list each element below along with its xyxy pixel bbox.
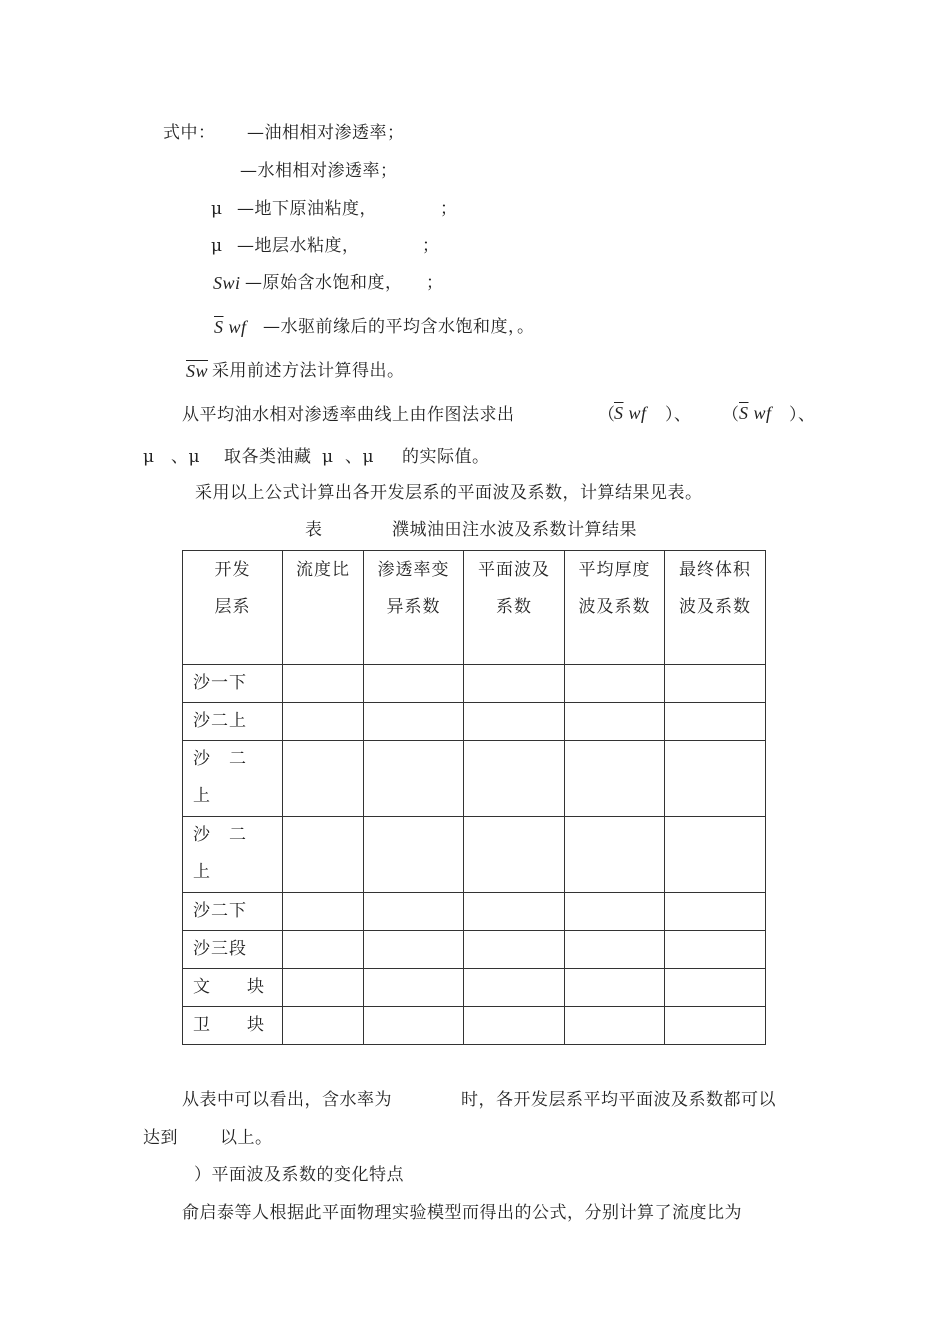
table-cell	[565, 817, 665, 893]
legend-kro: —油相相对渗透率；	[247, 123, 405, 143]
row-label: 沙 二 上	[183, 741, 283, 817]
header-permeability-variation: 渗透率变 异系数	[364, 551, 464, 665]
table-row	[183, 665, 766, 703]
table-row	[183, 703, 766, 741]
paragraph-2-sep-1: 、μ	[171, 447, 201, 467]
paragraph-1-close-1: ）、	[665, 405, 692, 425]
sw-symbol: $\overline{Sw}$	[186, 361, 209, 381]
table-cell	[565, 665, 665, 703]
header-mobility-ratio: 流度比	[283, 551, 364, 665]
table-cell	[283, 1007, 364, 1045]
table-row	[183, 893, 766, 931]
table-cell	[364, 969, 464, 1007]
legend-mu-w-end: ；	[422, 236, 440, 256]
table-row	[183, 817, 766, 893]
table-cell	[283, 931, 364, 969]
table-cell	[665, 1007, 766, 1045]
table-cell	[565, 931, 665, 969]
section-heading: ）平面波及系数的变化特点	[194, 1165, 404, 1185]
table-cell	[464, 969, 565, 1007]
row-label: 沙二上	[183, 703, 283, 741]
paragraph-1-text: 从平均油水相对渗透率曲线上由作图法求出	[182, 405, 515, 425]
table-cell	[665, 817, 766, 893]
table-cell	[464, 741, 565, 817]
paragraph-3: 采用以上公式计算出各开发层系的平面波及系数，计算结果见表。	[195, 483, 703, 503]
legend-mu-w-symbol: μ	[211, 236, 223, 256]
table-cell	[364, 893, 464, 931]
table-cell	[565, 741, 665, 817]
table-cell	[283, 665, 364, 703]
row-label: 沙三段	[183, 931, 283, 969]
table-cell	[364, 741, 464, 817]
header-areal-sweep: 平面波及 系数	[464, 551, 565, 665]
paragraph-2-sep-2: 、μ	[345, 447, 375, 467]
paragraph-4-end: 时，各开发层系平均平面波及系数都可以	[461, 1090, 776, 1110]
legend-prefix: 式中：	[163, 123, 216, 143]
table-row	[183, 931, 766, 969]
table-cell	[283, 893, 364, 931]
table-cell	[283, 741, 364, 817]
table-cell	[364, 931, 464, 969]
legend-mu-w: —地层水粘度，	[237, 236, 360, 256]
paragraph-2-text: 取各类油藏	[224, 447, 312, 467]
table-cell	[464, 931, 565, 969]
paragraph-2-mu-1: μ	[143, 447, 155, 467]
table-cell	[565, 703, 665, 741]
table-cell	[464, 665, 565, 703]
header-thickness-sweep: 平均厚度 波及系数	[565, 551, 665, 665]
table-cell	[665, 969, 766, 1007]
row-label: 文 块	[183, 969, 283, 1007]
table-cell	[283, 817, 364, 893]
table-row	[183, 741, 766, 817]
table-caption-title: 濮城油田注水波及系数计算结果	[392, 520, 637, 540]
legend-krw: —水相相对渗透率；	[240, 161, 398, 181]
paragraph-1-swf-1: $\overline{S}$ wf	[614, 403, 647, 423]
table-cell	[283, 703, 364, 741]
paragraph-6: 俞启泰等人根据此平面物理实验模型而得出的公式，分别计算了流度比为	[182, 1203, 742, 1223]
row-label: 沙一下	[183, 665, 283, 703]
paragraph-2-end: 的实际值。	[402, 447, 490, 467]
paragraph-2-mu-2: μ	[322, 447, 334, 467]
table-cell	[464, 1007, 565, 1045]
legend-mu-o: —地下原油粘度，	[237, 199, 377, 219]
paragraph-1-open-2: （	[722, 405, 740, 425]
legend-swi-symbol: Swi	[213, 273, 241, 293]
table-cell	[464, 893, 565, 931]
table-cell	[283, 969, 364, 1007]
table-cell	[665, 665, 766, 703]
table-cell	[364, 703, 464, 741]
table-cell	[364, 665, 464, 703]
header-volumetric-sweep: 最终体积 波及系数	[665, 551, 766, 665]
sw-text: 采用前述方法计算得出。	[212, 361, 405, 381]
table-header-row	[183, 551, 766, 665]
table-row	[183, 969, 766, 1007]
legend-swi: —原始含水饱和度，	[245, 273, 403, 293]
table-cell	[665, 741, 766, 817]
legend-swf: —水驱前缘后的平均含水饱和度，。	[263, 317, 535, 337]
table-row	[183, 1007, 766, 1045]
table-cell	[565, 893, 665, 931]
table-cell	[665, 931, 766, 969]
row-label: 沙 二 上	[183, 817, 283, 893]
table-cell	[364, 817, 464, 893]
paragraph-5-start: 达到	[143, 1128, 178, 1148]
paragraph-1-open-1: （	[598, 405, 616, 425]
table-cell	[565, 969, 665, 1007]
paragraph-1-swf-2: $\overline{S}$ wf	[739, 403, 772, 423]
table-cell	[464, 703, 565, 741]
paragraph-4-start: 从表中可以看出，含水率为	[182, 1090, 392, 1110]
legend-swi-end: ；	[426, 273, 444, 293]
legend-mu-o-end: ；	[440, 199, 458, 219]
results-table	[182, 550, 766, 1045]
table-cell	[665, 893, 766, 931]
table-cell	[364, 1007, 464, 1045]
table-caption-label: 表	[305, 520, 323, 540]
row-label: 卫 块	[183, 1007, 283, 1045]
paragraph-1-close-2: ）、	[789, 405, 816, 425]
legend-swf-symbol: $\overline{S}$ wf	[214, 317, 247, 337]
row-label: 沙二下	[183, 893, 283, 931]
header-layer: 开发 层系	[183, 551, 283, 665]
legend-mu-o-symbol: μ	[211, 199, 223, 219]
table-cell	[665, 703, 766, 741]
paragraph-5-end: 以上。	[220, 1128, 273, 1148]
table-cell	[464, 817, 565, 893]
table-cell	[565, 1007, 665, 1045]
